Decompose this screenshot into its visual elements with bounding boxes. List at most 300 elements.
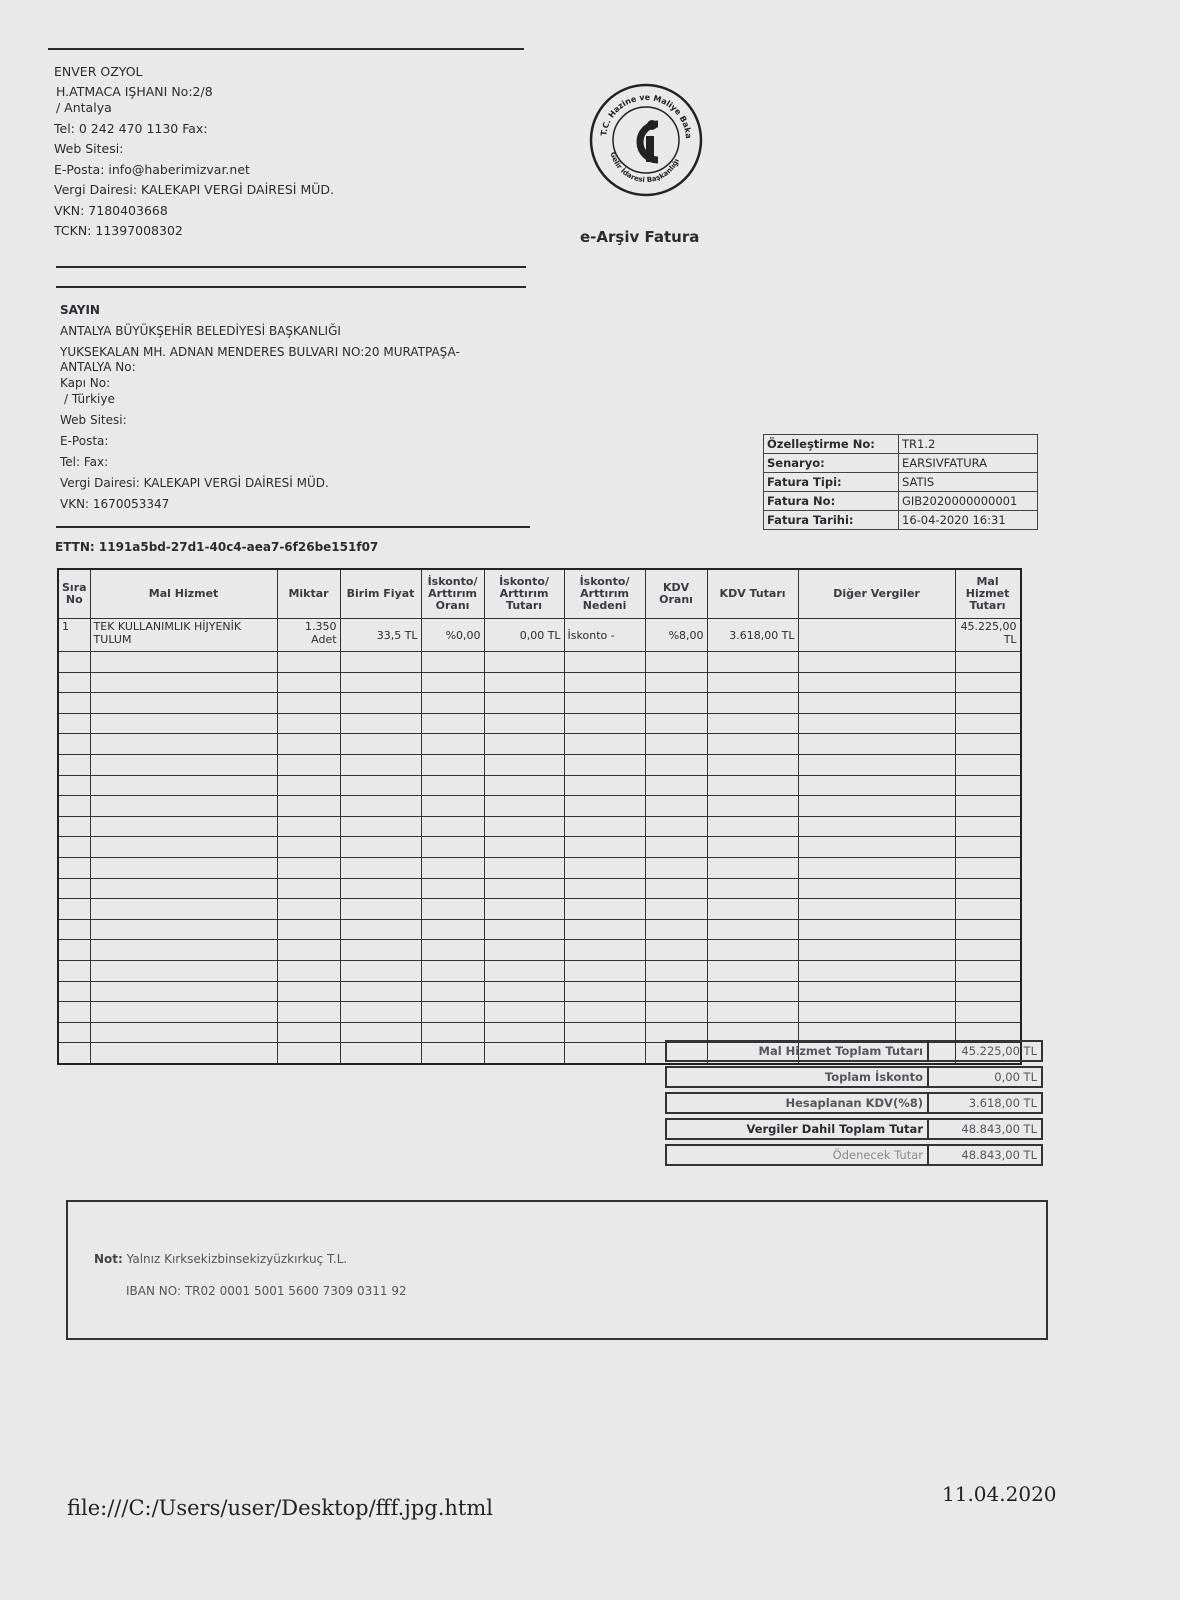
empty-cell	[645, 816, 707, 837]
empty-cell	[58, 837, 90, 858]
empty-cell	[564, 754, 645, 775]
empty-cell	[707, 754, 798, 775]
ettn-line: ETTN: 1191a5bd-27d1-40c4-aea7-6f26be151f07	[55, 540, 379, 554]
buyer-name: ANTALYA BÜYÜKŞEHİR BELEDİYESİ BAŞKANLIĞI	[60, 324, 341, 338]
cell-discount-amount: 0,00 TL	[484, 619, 564, 652]
empty-cell	[277, 652, 340, 673]
empty-cell	[58, 981, 90, 1002]
empty-cell	[484, 1002, 564, 1023]
info-value: GIB2020000000001	[899, 492, 1038, 511]
empty-cell	[484, 713, 564, 734]
empty-cell	[58, 1043, 90, 1064]
empty-cell	[484, 693, 564, 714]
empty-cell	[58, 940, 90, 961]
empty-cell	[58, 775, 90, 796]
empty-cell	[90, 1043, 277, 1064]
col-header-line-total: Mal Hizmet Tutarı	[955, 569, 1021, 619]
info-label: Fatura No:	[764, 492, 899, 511]
empty-table-row	[58, 919, 1021, 940]
empty-cell	[421, 713, 484, 734]
empty-cell	[421, 837, 484, 858]
buyer-address: YUKSEKALAN MH. ADNAN MENDERES BULVARI NO:20 MURATPAŞA-	[60, 345, 460, 359]
col-header-no: Sıra No	[58, 569, 90, 619]
empty-cell	[955, 693, 1021, 714]
col-header-qty: Miktar	[277, 569, 340, 619]
empty-cell	[340, 940, 421, 961]
buyer-door: Kapı No:	[60, 376, 111, 390]
empty-cell	[564, 816, 645, 837]
sender-city: / Antalya	[56, 100, 112, 115]
empty-cell	[340, 857, 421, 878]
empty-cell	[90, 652, 277, 673]
col-header-discount-amount: İskonto/ Arttırım Tutarı	[484, 569, 564, 619]
empty-cell	[484, 899, 564, 920]
empty-cell	[340, 672, 421, 693]
payable-value: 48.843,00 TL	[928, 1145, 1042, 1165]
empty-cell	[955, 981, 1021, 1002]
empty-cell	[645, 960, 707, 981]
empty-cell	[421, 899, 484, 920]
empty-cell	[955, 652, 1021, 673]
empty-table-row	[58, 960, 1021, 981]
info-value: EARSIVFATURA	[899, 454, 1038, 473]
invoice-info-table	[763, 434, 1038, 530]
empty-cell	[421, 734, 484, 755]
empty-cell	[798, 837, 955, 858]
empty-cell	[484, 1043, 564, 1064]
info-row-date	[764, 511, 1038, 530]
buyer-email: E-Posta:	[60, 434, 109, 448]
empty-cell	[421, 775, 484, 796]
empty-cell	[421, 919, 484, 940]
empty-table-row	[58, 878, 1021, 899]
empty-cell	[90, 919, 277, 940]
empty-cell	[340, 734, 421, 755]
empty-cell	[707, 796, 798, 817]
empty-cell	[645, 754, 707, 775]
empty-cell	[277, 1043, 340, 1064]
sender-tel: Tel: 0 242 470 1130 Fax:	[54, 120, 208, 136]
empty-cell	[277, 734, 340, 755]
empty-cell	[564, 775, 645, 796]
empty-cell	[707, 693, 798, 714]
empty-cell	[484, 960, 564, 981]
empty-cell	[421, 693, 484, 714]
info-label: Senaryo:	[764, 454, 899, 473]
col-header-vat-rate: KDV Oranı	[645, 569, 707, 619]
empty-table-row	[58, 754, 1021, 775]
footer-url: file:///C:/Users/user/Desktop/fff.jpg.html	[67, 1496, 493, 1520]
empty-cell	[421, 652, 484, 673]
cell-line-total: 45.225,00 TL	[955, 619, 1021, 652]
empty-cell	[798, 857, 955, 878]
top-rule	[48, 48, 524, 50]
empty-cell	[90, 940, 277, 961]
cell-other-taxes	[798, 619, 955, 652]
empty-cell	[340, 878, 421, 899]
empty-cell	[955, 754, 1021, 775]
note-prefix: Not:	[94, 1252, 123, 1266]
empty-cell	[798, 816, 955, 837]
info-row-customization	[764, 435, 1038, 454]
empty-table-row	[58, 816, 1021, 837]
empty-cell	[90, 960, 277, 981]
empty-cell	[645, 940, 707, 961]
empty-cell	[798, 652, 955, 673]
empty-table-row	[58, 981, 1021, 1002]
empty-cell	[707, 919, 798, 940]
empty-cell	[707, 775, 798, 796]
empty-cell	[564, 796, 645, 817]
empty-cell	[955, 857, 1021, 878]
empty-cell	[90, 816, 277, 837]
empty-cell	[707, 960, 798, 981]
empty-cell	[645, 672, 707, 693]
empty-cell	[90, 734, 277, 755]
empty-cell	[564, 837, 645, 858]
buyer-rule	[56, 526, 530, 528]
info-label: Özelleştirme No:	[764, 435, 899, 454]
empty-cell	[707, 878, 798, 899]
empty-cell	[645, 837, 707, 858]
empty-cell	[58, 1022, 90, 1043]
empty-cell	[564, 878, 645, 899]
empty-cell	[340, 1002, 421, 1023]
info-row-number	[764, 492, 1038, 511]
sender-web: Web Sitesi:	[54, 141, 124, 156]
empty-cell	[707, 857, 798, 878]
col-header-other-taxes: Diğer Vergiler	[798, 569, 955, 619]
col-header-discount-rate: İskonto/ Arttırım Oranı	[421, 569, 484, 619]
empty-cell	[955, 919, 1021, 940]
note-line	[94, 1252, 347, 1266]
empty-cell	[645, 919, 707, 940]
items-header-row	[58, 569, 1021, 619]
note-box	[66, 1200, 1048, 1340]
info-label: Fatura Tarihi:	[764, 511, 899, 530]
empty-cell	[58, 713, 90, 734]
empty-cell	[421, 878, 484, 899]
empty-cell	[645, 899, 707, 920]
buyer-tel: Tel: Fax:	[60, 455, 109, 469]
empty-cell	[340, 713, 421, 734]
empty-table-row	[58, 857, 1021, 878]
empty-cell	[421, 981, 484, 1002]
empty-table-row	[58, 940, 1021, 961]
discount-value: 0,00 TL	[928, 1067, 1042, 1087]
subtotal-label: Mal Hizmet Toplam Tutarı	[666, 1041, 928, 1061]
empty-table-row	[58, 652, 1021, 673]
empty-cell	[707, 940, 798, 961]
empty-cell	[340, 816, 421, 837]
empty-cell	[707, 713, 798, 734]
empty-cell	[798, 713, 955, 734]
totals-row-discount	[666, 1067, 1042, 1087]
empty-cell	[277, 693, 340, 714]
empty-cell	[90, 857, 277, 878]
empty-table-row	[58, 693, 1021, 714]
empty-cell	[277, 940, 340, 961]
empty-cell	[90, 1002, 277, 1023]
buyer-web: Web Sitesi:	[60, 413, 127, 427]
empty-cell	[645, 857, 707, 878]
empty-cell	[564, 1043, 645, 1064]
empty-cell	[484, 981, 564, 1002]
empty-cell	[90, 1022, 277, 1043]
empty-cell	[340, 981, 421, 1002]
sender-name: ENVER OZYOL	[54, 64, 143, 79]
empty-cell	[277, 837, 340, 858]
empty-cell	[645, 878, 707, 899]
gross-label: Vergiler Dahil Toplam Tutar	[666, 1119, 928, 1139]
empty-cell	[798, 981, 955, 1002]
empty-cell	[58, 652, 90, 673]
sender-tax-office: Vergi Dairesi: KALEKAPI VERGİ DAİRESİ MÜD.	[54, 182, 335, 197]
totals-row-subtotal	[666, 1041, 1042, 1061]
buyer-vkn: VKN: 1670053347	[60, 497, 170, 511]
empty-cell	[90, 693, 277, 714]
empty-cell	[58, 754, 90, 775]
empty-cell	[484, 816, 564, 837]
empty-cell	[707, 672, 798, 693]
empty-cell	[421, 940, 484, 961]
cell-vat-amount: 3.618,00 TL	[707, 619, 798, 652]
note-text: Yalnız Kırksekizbinsekizyüzkırkuç T.L.	[126, 1252, 348, 1266]
empty-cell	[707, 837, 798, 858]
empty-cell	[277, 775, 340, 796]
empty-cell	[645, 796, 707, 817]
empty-cell	[90, 672, 277, 693]
empty-cell	[955, 775, 1021, 796]
totals-row-payable	[666, 1145, 1042, 1165]
sender-tckn: TCKN: 11397008302	[54, 223, 183, 238]
cell-unit-price: 33,5 TL	[340, 619, 421, 652]
empty-cell	[798, 734, 955, 755]
empty-cell	[90, 775, 277, 796]
empty-cell	[277, 857, 340, 878]
empty-cell	[58, 672, 90, 693]
empty-cell	[277, 899, 340, 920]
sender-vkn: VKN: 7180403668	[54, 202, 168, 218]
empty-cell	[484, 775, 564, 796]
empty-cell	[564, 1002, 645, 1023]
empty-cell	[340, 960, 421, 981]
empty-cell	[564, 734, 645, 755]
col-header-discount-reason: İskonto/ Arttırım Nedeni	[564, 569, 645, 619]
empty-cell	[58, 796, 90, 817]
empty-cell	[484, 1022, 564, 1043]
items-table	[57, 568, 1022, 1065]
info-row-scenario	[764, 454, 1038, 473]
cell-discount-reason: İskonto -	[564, 619, 645, 652]
empty-cell	[90, 713, 277, 734]
empty-cell	[58, 919, 90, 940]
empty-cell	[564, 940, 645, 961]
empty-cell	[340, 652, 421, 673]
empty-cell	[484, 672, 564, 693]
empty-cell	[421, 1002, 484, 1023]
empty-cell	[484, 754, 564, 775]
empty-cell	[955, 960, 1021, 981]
svg-text:T.C. Hazine ve Maliye Bakanlığ: T.C. Hazine ve Maliye Baka	[599, 92, 694, 140]
empty-cell	[340, 693, 421, 714]
empty-cell	[277, 960, 340, 981]
empty-cell	[955, 816, 1021, 837]
info-value: SATIS	[899, 473, 1038, 492]
empty-cell	[955, 796, 1021, 817]
empty-cell	[645, 693, 707, 714]
empty-cell	[421, 1043, 484, 1064]
empty-cell	[90, 754, 277, 775]
empty-cell	[58, 734, 90, 755]
buyer-country: / Türkiye	[64, 392, 115, 406]
empty-cell	[277, 816, 340, 837]
empty-cell	[564, 919, 645, 940]
sender-email: E-Posta: info@haberimizvar.net	[54, 161, 250, 177]
col-header-vat-amount: KDV Tutarı	[707, 569, 798, 619]
empty-cell	[707, 899, 798, 920]
empty-cell	[277, 672, 340, 693]
empty-cell	[798, 796, 955, 817]
empty-cell	[564, 652, 645, 673]
empty-cell	[484, 940, 564, 961]
empty-cell	[798, 940, 955, 961]
empty-cell	[955, 713, 1021, 734]
empty-cell	[340, 899, 421, 920]
empty-cell	[484, 837, 564, 858]
empty-cell	[277, 1002, 340, 1023]
cell-no: 1	[58, 619, 90, 652]
empty-cell	[277, 1022, 340, 1043]
empty-cell	[645, 981, 707, 1002]
empty-cell	[564, 713, 645, 734]
empty-cell	[277, 919, 340, 940]
empty-cell	[58, 960, 90, 981]
empty-cell	[564, 693, 645, 714]
empty-cell	[645, 775, 707, 796]
totals-table	[665, 1040, 1043, 1166]
svg-text:Gelir İdaresi Başkanlığı: Gelir İdaresi Başkanlığı	[608, 151, 681, 185]
empty-cell	[421, 857, 484, 878]
empty-cell	[798, 1002, 955, 1023]
empty-cell	[340, 754, 421, 775]
cell-name: TEK KULLANIMLIK HİJYENİK TULUM	[90, 619, 277, 652]
sender-block	[54, 66, 524, 245]
info-value: TR1.2	[899, 435, 1038, 454]
empty-cell	[421, 796, 484, 817]
empty-cell	[798, 672, 955, 693]
empty-cell	[645, 734, 707, 755]
empty-cell	[421, 816, 484, 837]
vat-value: 3.618,00 TL	[928, 1093, 1042, 1113]
empty-cell	[564, 672, 645, 693]
col-header-unit-price: Birim Fiyat	[340, 569, 421, 619]
empty-cell	[798, 878, 955, 899]
empty-table-row	[58, 796, 1021, 817]
empty-cell	[564, 899, 645, 920]
empty-cell	[90, 899, 277, 920]
empty-cell	[484, 919, 564, 940]
empty-cell	[90, 878, 277, 899]
empty-cell	[484, 878, 564, 899]
buyer-tax-office: Vergi Dairesi: KALEKAPI VERGİ DAİRESİ MÜD.	[60, 476, 329, 490]
empty-cell	[955, 672, 1021, 693]
empty-cell	[955, 899, 1021, 920]
empty-cell	[955, 734, 1021, 755]
buyer-block	[60, 304, 530, 516]
empty-cell	[421, 960, 484, 981]
empty-table-row	[58, 1002, 1021, 1023]
discount-label: Toplam İskonto	[666, 1067, 928, 1087]
info-row-type	[764, 473, 1038, 492]
empty-cell	[484, 652, 564, 673]
empty-table-row	[58, 837, 1021, 858]
empty-cell	[645, 713, 707, 734]
empty-cell	[58, 1002, 90, 1023]
empty-cell	[955, 878, 1021, 899]
empty-cell	[645, 1002, 707, 1023]
col-header-name: Mal Hizmet	[90, 569, 277, 619]
footer-date: 11.04.2020	[942, 1482, 1057, 1506]
table-row	[58, 619, 1021, 652]
buyer-salutation: SAYIN	[60, 303, 100, 317]
empty-cell	[90, 837, 277, 858]
empty-cell	[277, 713, 340, 734]
iban-line: IBAN NO: TR02 0001 5001 5600 7309 0311 92	[126, 1284, 407, 1298]
empty-cell	[58, 878, 90, 899]
empty-cell	[798, 960, 955, 981]
empty-cell	[955, 1002, 1021, 1023]
empty-table-row	[58, 713, 1021, 734]
empty-cell	[90, 981, 277, 1002]
cell-discount-rate: %0,00	[421, 619, 484, 652]
gross-value: 48.843,00 TL	[928, 1119, 1042, 1139]
cell-vat-rate: %8,00	[645, 619, 707, 652]
empty-cell	[277, 878, 340, 899]
empty-table-row	[58, 775, 1021, 796]
sender-address: H.ATMACA IŞHANI No:2/8	[56, 83, 213, 99]
buyer-city: ANTALYA No:	[60, 360, 136, 374]
empty-cell	[277, 981, 340, 1002]
empty-cell	[955, 940, 1021, 961]
empty-cell	[90, 796, 277, 817]
sender-rule-2	[56, 286, 526, 288]
empty-cell	[340, 837, 421, 858]
empty-cell	[340, 1022, 421, 1043]
payable-label: Ödenecek Tutar	[666, 1145, 928, 1165]
gib-seal-icon	[586, 80, 706, 200]
empty-cell	[564, 857, 645, 878]
empty-cell	[421, 672, 484, 693]
empty-cell	[707, 652, 798, 673]
empty-cell	[798, 754, 955, 775]
empty-cell	[798, 919, 955, 940]
empty-cell	[340, 796, 421, 817]
empty-cell	[798, 693, 955, 714]
empty-cell	[707, 734, 798, 755]
empty-cell	[955, 837, 1021, 858]
empty-cell	[484, 734, 564, 755]
subtotal-value: 45.225,00 TL	[928, 1041, 1042, 1061]
empty-cell	[340, 1043, 421, 1064]
empty-cell	[277, 796, 340, 817]
cell-qty: 1.350 Adet	[277, 619, 340, 652]
empty-table-row	[58, 899, 1021, 920]
vat-label: Hesaplanan KDV(%8)	[666, 1093, 928, 1113]
empty-cell	[798, 775, 955, 796]
empty-cell	[798, 899, 955, 920]
info-value: 16-04-2020 16:31	[899, 511, 1038, 530]
